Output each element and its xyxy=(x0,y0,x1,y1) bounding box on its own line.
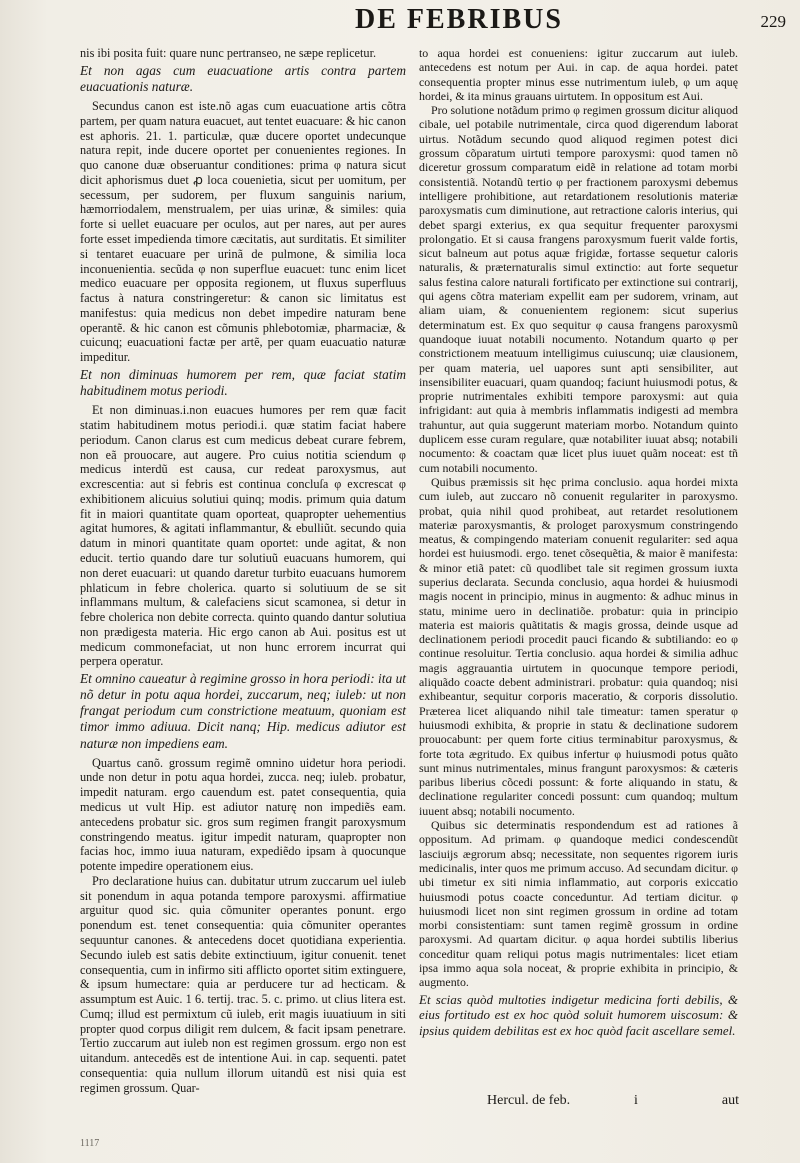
page-header xyxy=(0,0,800,44)
canon-heading: Et non agas cum euacuatione artis contra partem euacuationis naturæ. xyxy=(80,62,406,94)
paragraph: Secundus canon est iste.nõ agas cum euacuatione artis cõtra partem, per quam natura euacuet, aut tentet euacuare: & hic canon est aphoris. 21. 1. particulæ, quæ ducere oportet undecunque natura repit, inde ducere oportet per conuenientes regiones. In quo canone duæ obseruantur conditiones: prima φ natura sicut dicit aphorismus duet ꝓ loca couenietia, sicut per uomitum, per secessum, per sudorem, per fluxum sanguinis narium, hæmorriodalem, menstrualem, per uias urinæ, & similes: quia forte si uellet euacuare per oculos, aut per nares, aut per aures forte esset impedienda timore cæcitatis, aut surditatis. Et similiter si tentaret euacuare per urinã de pulmone, & similia loca inconuenientia. secũda φ non superflue euacuet: tunc enim licet medico euacuare per opposita regionem, ut fluxus superfluus factus à natura constringeretur: & canon sic limitatus est manifestus: quia medicus non debet impedire naturam bene operantẽ. & hic canon est cõmunis phlebotomiæ, pharmaciæ, & cuicunq; euacuationi factæ per artẽ, per quam euacuatio naturæ impeditur. xyxy=(80,98,406,365)
page-number: 229 xyxy=(760,12,786,31)
bleed-through-text: 1117 xyxy=(80,1138,100,1149)
paragraph: Pro declaratione huius can. dubitatur utrum zuccarum uel iuleb sit ponendum in aqua potanda tempore paroxysmi. affirmatiue arguitur quod sic. quia cõmuniter operantes ponunt. ergo ponendum est. tenet consequentia: quia cõmuniter operantes sequuntur canones. & antecedens docet quotidiana experientia. Secundo iuleb est satis debite extinctiuum, igitur conuenit. tenet consequentia, cum in infirmo siti afflicto oportet sitim extinguere, & ipsum humectare: quia ar perducere tur ad hecticam. & assumptum est Auic. 1 6. tertij. trac. 5. c. primo. ut clius litera est. Cumq; illud est permixtum cũ iuleb, erit magis iuuatiuum in siti propter quod corpus diligit rem dulcem, & facit ipsam penetrare. Tertio zuccarum aut iuleb non est regimen grossum. ergo non est uitandum. antecedẽs est de intentione Aui. in cap. sequenti. patet consequentia: quia nullum illorum uitandũ est nisi quia est regimen grossum. Quar- xyxy=(80,873,406,1095)
paragraph: to aqua hordei est conueniens: igitur zuccarum aut iuleb. antecedens est notum per Aui. in cap. de aqua hordei. patet consequentia propter minus esse nutrimentum iuleb, φ um aquę hordei, & ita minus grauans uirtutem. In oppositum est Aui. xyxy=(419,46,738,103)
left-column xyxy=(80,46,406,1096)
signature-mark: i xyxy=(634,1093,638,1108)
paragraph: nis ibi posita fuit: quare nunc pertranseo, ne sæpe replicetur. xyxy=(80,46,377,60)
canon-heading: Et scias quòd multoties indigetur medicina forti debilis, & eius fortitudo est ex hoc quòd soluit humorem uiscosum: & ipsius quidem debilitas est ex hoc quòd facit ascellare semel. xyxy=(419,991,738,1038)
paragraph: Quibus præmissis sit hęc prima conclusio. aqua hordei mixta cum iuleb, aut zuccaro nõ conuenit regulariter in paroxysmo. probat, quia nihil quod prohibeat, aut retardet resolutionem materiæ paroxysmantis, & prologet paroxysmum constringendo meatus, & compingendo materiam conuenit regulariter: sed aqua hordei est huiusmodi. ergo. tenet cõsequẽtia, & maior ẽ manifesta: & minor etiã patet: cũ quodlibet tale sit regimen grossum iuxta superius declarata. Secunda conclusio, aqua hordei & huiusmodi magis nocent in principio, minus in augmento: & adhuc minus in statu, minime uero in declinatiõe. probatur: quia in principio materia est maioris quãtitatis & magis grossa, deinde usque ad declinationem periodi procedit pauci ficando & subtiliando: eo φ continue resoluitur. Tertia conclusio. aqua hordei & similia adhuc magis aggrauantia uirtutem in quocunque tempore periodi, aliquãdo coacte debent administrari. probatur: quia quandoq; nisi exhibeantur, sequitur corporis maceratio, & corporis dissolutio. Præterea licet aliquando nihil tale timeatur: tamen speratur φ huiusmodi exhibita, & proprie in statu & declinatione sudorem prouocabunt: per quem forte citius terminabitur paroxysmus, & forte tota ægritudo. Ex quibus infertur φ huiusmodi potus quãto sunt minus nutrimentales, minus frangunt paroxysmos: & cæteris paribus liberius cõcedi possunt: & forte aliquando in statu, & declinatione regulariter concedi possunt: cum quandoq; multum iuuent absq; notabili nocumento. xyxy=(419,474,738,818)
canon-heading: Et omnino caueatur à regimine grosso in hora periodi: ita ut nõ detur in potu aqua hordei, zuccarum, neq; iuleb: ut non frangat periodum cum constrictione meatuum, quoniam est timor immo adiuua. Dicit nanq; Hip. medicus adiutor est naturæ non impediens eam. xyxy=(80,671,406,751)
paragraph: Quartus canõ. grossum regimẽ omnino uidetur hora periodi. unde non detur in potu aqua hordei, zucca. neq; iuleb. probatur, impedit naturam. ergo cauendum est. patet consequentia, quia medicus ut vult Hip. est adiutor naturę non impediẽs eam. antecedens probatur sic. gros sum regimen frangit paroxysmum constringendo meatus. igitur impedit naturam, quapropter non facias hoc, immo iuua naturam, expediẽdo ipsam à quocunque potente impedire operationem eius. xyxy=(80,755,406,874)
signature-label: Hercul. de feb. xyxy=(487,1093,571,1108)
paragraph: Et non diminuas.i.non euacues humores per rem quæ facit statim habitudinem motus periodi.i. quæ statim faciat habere periodum. Canon clarus est cum medicus debeat curare febrem, non eã prouocare, aut augere. Pro cuius notitia sciendum φ medicus interdũ est causa, cur redeat paroxysmus, aut excrescentia: aut si febris est continua concluſa φ excrescat φ exhibitionem alicuius solutiui quinq; modis. primum quia datum fit in maiori quantitate quam oporteat, quapropter uehementius agitat humores, & agitati inflammantur, & ebulliũt. secundo quia datum in minori quantitate quam oportet: unde agitat, & non educit. tertio quando dare tur solutiuũ euacuans humorem, qui non deret euacuari: ut quando daretur turbito euacuans humorem phlaticum in febre cholerica. quarto si solutiuum de se sit inflammans multum, & calefaciens sicut scamonea, si detur in febre cholerica non debite correcta. quinto quando dantur solutiua non prædigesta materia. Hic ergo canon ab Aui. positus est ut medicum commonefaciat, ut non hunc errorem incurrat qui perpera operatur. xyxy=(80,403,406,669)
paragraph: Pro solutione notãdum primo φ regimen grossum dicitur aliquod cibale, uel potabile nutrimentale, circa quod digerendum laborat uirtus. Notãdum secundo quod aliquod regimen potest dici grossum cõparatum uirtuti tempore paroxysmi: quod tamen nõ diceretur grossum comparatum eidẽ in relatione ad totam morbi consistentiã. Notandũ tertio φ per fractionem paroxysmi debemus intelligere prohibitione, aut retardationem resolutionis materiæ paroxysmatis cum diminutione, aut retractione caloris interius, qui debet spargi exterius, ex qua sequitur frequenter paroxysmi prolongatio. Et si causa frangens paroxysmum fuerit valde fortis, sicut balneum aut potus aquæ frigidæ, fortasse sequetur caloris naturalis, & præternaturalis simul extinctio: aut forte sequetur salus festina calore naturali fortificato per extinctione sui contrarij, qui agens cõtra materiam expellit eam per sudorem, vrinam, aut aliam uiam, & conuenientem regionem: sicut superius determinatum est. Ex quo sequitur φ causa frangens paroxysmũ quandoque iuuat notabili nocumento. Notandum quarto φ per constrictionem meatuum intelligimus cuiuscunq; uiæ clausionem, per quam materia, uel uapores sunt apti sensibiliter, aut insensibiliter euacuari, quam quandoq; faciunt huiusmodi potus, & proprie nutrimentales exhibiti tempore paroxysmi: aut quia infrigidant: aut quia à membris inflammatis indigesti ad membra trahuntur, aut quia suggerunt materiam morbo. Notandum quinto duplicem esse curam regulare, quæ notabiliter iuuat absq; notabili nocumento: & coactam quæ licet plus iuuet quãm noceat: est tñ cum notabili nocumento. xyxy=(419,103,738,475)
right-column xyxy=(419,46,738,1042)
canon-heading: Et non diminuas humorem per rem, quæ faciat statim habitudinem motus periodi. xyxy=(80,367,406,399)
catchword: aut xyxy=(721,1093,739,1108)
paragraph: Quibus sic determinatis respondendum est ad rationes ã oppositum. Ad primam. φ quandoque medici condescendũt lasciuijs ægrorum absq; necessitate, non sequentes rigorem iuris medicinalis, inter quos me primum accuso. Ad secundam dicitur. φ ubi timetur ex siti nimia inflammatio, aut corporis exiccatio huiusmodi potus coacte conceduntur. Ad tertiam dicitur. φ huiusmodi licet non sint regimen grossum in ordine ad totam morbi consistentiam: sunt tamen regimẽ grossum in ordine paroxysmi. Ad quartam dicitur. φ aqua hordei subtilis liberius conceditur quam reliqui potus magis nutrimentales: licet etiam ipsa immo aqua sola noceat, & proprie exhibita in principio, & augmento. xyxy=(419,818,738,990)
running-title: DE FEBRIBUS xyxy=(355,4,563,35)
